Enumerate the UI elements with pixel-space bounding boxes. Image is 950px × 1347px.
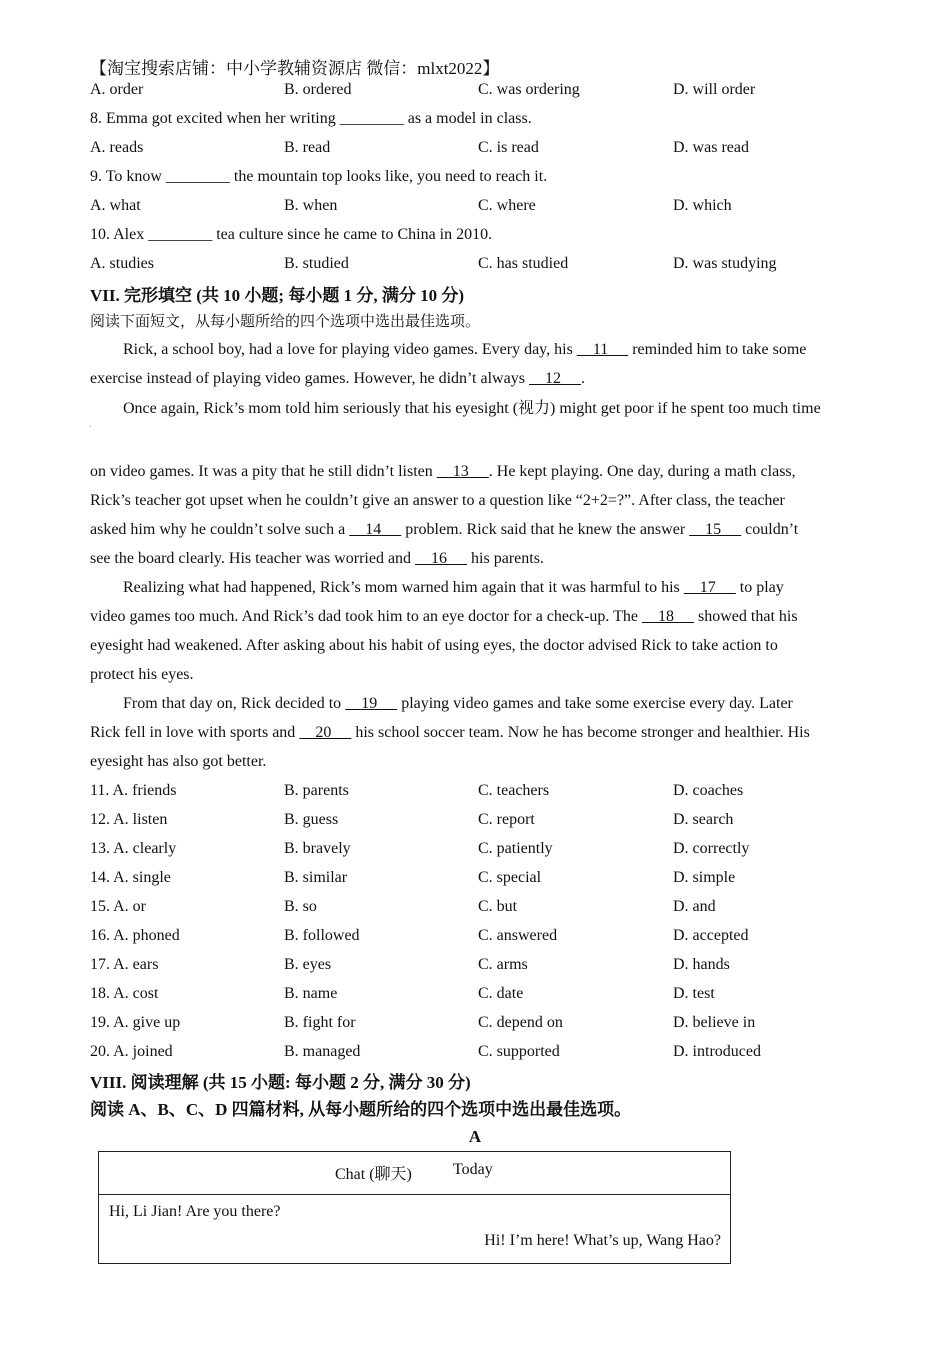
cloze-option: 18. A. cost xyxy=(90,985,159,1002)
q8-option-a: A. reads xyxy=(90,139,144,156)
passage-text: Once again, Rick’s mom told him seriously that his eyesight (视力) might get poor if he spent too much time xyxy=(123,400,821,417)
cloze-option: B. followed xyxy=(284,927,360,944)
q10-text-after: tea culture since he came to China in 2010. xyxy=(212,226,493,243)
passage-text: exercise instead of playing video games. However, he didn’t always xyxy=(90,370,529,387)
q8-option-b: B. read xyxy=(284,139,331,156)
chat-title: Chat (聊天) xyxy=(335,1166,412,1183)
passage-text: his school soccer team. Now he has become stronger and healthier. His xyxy=(351,724,810,741)
cloze-option: 16. A. phoned xyxy=(90,927,180,944)
passage-line xyxy=(90,607,798,627)
section-8-instruction: 阅读 A、B、C、D 四篇材料, 从每小题所给的四个选项中选出最佳选项。 xyxy=(90,1100,632,1119)
cloze-option: B. fight for xyxy=(284,1014,356,1031)
cloze-option: D. simple xyxy=(673,869,736,886)
blank-17: 17 xyxy=(683,579,736,596)
cloze-option: D. introduced xyxy=(673,1043,761,1060)
q9-option-d: D. which xyxy=(673,197,732,214)
passage-text: . He kept playing. One day, during a math class, xyxy=(488,463,796,480)
passage-line xyxy=(123,694,793,714)
passage-text: problem. Rick said that he knew the answer xyxy=(401,521,690,538)
blank-15: 15 xyxy=(689,521,742,538)
passage-line xyxy=(90,520,798,540)
chat-date: Today xyxy=(453,1161,493,1178)
passage-line xyxy=(90,462,796,482)
passage-text: see the board clearly. His teacher was worried and xyxy=(90,550,416,567)
passage-text: his parents. xyxy=(467,550,544,567)
cloze-option: 17. A. ears xyxy=(90,956,159,973)
q8-option-d: D. was read xyxy=(673,139,749,156)
passage-text: Rick, a school boy, had a love for playing video games. Every day, his xyxy=(123,341,577,358)
cloze-option: B. so xyxy=(284,898,317,915)
cloze-option: C. arms xyxy=(478,956,528,973)
chat-box xyxy=(98,1151,731,1264)
cloze-option: B. guess xyxy=(284,811,339,828)
cloze-option: 11. A. friends xyxy=(90,782,177,799)
passage-text: showed that his xyxy=(694,608,798,625)
passage-text: Rick fell in love with sports and xyxy=(90,724,300,741)
passage-text: Rick’s teacher got upset when he couldn’t give an answer to a question like “2+2=?”. After class, the teacher xyxy=(90,492,785,509)
q9-text-before: 9. To know xyxy=(90,168,166,185)
blank-11: 11 xyxy=(576,341,629,358)
passage-text: From that day on, Rick decided to xyxy=(123,695,346,712)
cloze-option: D. and xyxy=(673,898,716,915)
section-7-title: VII. 完形填空 (共 10 小题; 每小题 1 分, 满分 10 分) xyxy=(90,286,464,305)
blank-14: 14 xyxy=(349,521,402,538)
passage-line xyxy=(90,636,778,656)
chat-message-right: Hi! I’m here! What’s up, Wang Hao? xyxy=(484,1232,721,1249)
passage-text: asked him why he couldn’t solve such a xyxy=(90,521,350,538)
passage-line xyxy=(90,723,810,743)
passage-text: couldn’t xyxy=(741,521,799,538)
q8-option-c: C. is read xyxy=(478,139,539,156)
cloze-option: 14. A. single xyxy=(90,869,171,886)
q10-option-d: D. was studying xyxy=(673,255,777,272)
passage-text: . xyxy=(580,370,585,387)
passage-line xyxy=(90,491,785,511)
question-9 xyxy=(90,167,547,187)
cloze-option: 13. A. clearly xyxy=(90,840,177,857)
section-8-title: VIII. 阅读理解 (共 15 小题: 每小题 2 分, 满分 30 分) xyxy=(90,1073,471,1092)
passage-text: on video games. It was a pity that he still didn’t listen xyxy=(90,463,437,480)
blank-19: 19 xyxy=(345,695,398,712)
cloze-option: C. supported xyxy=(478,1043,560,1060)
cloze-option: B. managed xyxy=(284,1043,361,1060)
q10-option-b: B. studied xyxy=(284,255,349,272)
section-7-instruction: 阅读下面短文，从每小题所给的四个选项中选出最佳选项。 xyxy=(90,314,481,330)
question-8 xyxy=(90,109,532,129)
cloze-option: 20. A. joined xyxy=(90,1043,173,1060)
q7-option-b: B. ordered xyxy=(284,81,352,98)
q10-blank: ________ xyxy=(148,226,213,243)
q7-option-a: A. order xyxy=(90,81,144,98)
chat-message-left: Hi, Li Jian! Are you there? xyxy=(109,1203,281,1220)
cloze-option: C. but xyxy=(478,898,518,915)
passage-line xyxy=(123,578,784,598)
watermark-header: 【淘宝搜索店铺：中小学教辅资源店 微信：mlxt2022】 xyxy=(90,59,500,78)
q10-text-before: 10. Alex xyxy=(90,226,149,243)
cloze-option: C. report xyxy=(478,811,535,828)
cloze-option: D. coaches xyxy=(673,782,744,799)
passage-text: Realizing what had happened, Rick’s mom warned him again that it was harmful to his xyxy=(123,579,684,596)
q9-text-after: the mountain top looks like, you need to reach it. xyxy=(229,168,548,185)
blank-18: 18 xyxy=(642,608,695,625)
cloze-option: B. eyes xyxy=(284,956,332,973)
cloze-option: C. date xyxy=(478,985,524,1002)
passage-line xyxy=(90,665,194,685)
cloze-option: 19. A. give up xyxy=(90,1014,181,1031)
cloze-option: B. name xyxy=(284,985,338,1002)
cloze-option: C. special xyxy=(478,869,542,886)
passage-text: to play xyxy=(735,579,784,596)
q9-option-b: B. when xyxy=(284,197,338,214)
passage-line xyxy=(90,549,544,569)
passage-line xyxy=(123,399,821,419)
q10-option-a: A. studies xyxy=(90,255,154,272)
q10-option-c: C. has studied xyxy=(478,255,569,272)
question-10 xyxy=(90,225,492,245)
cloze-option: D. believe in xyxy=(673,1014,756,1031)
passage-line xyxy=(123,340,806,360)
passage-text: protect his eyes. xyxy=(90,666,194,683)
cloze-option: 12. A. listen xyxy=(90,811,168,828)
cloze-option: C. depend on xyxy=(478,1014,563,1031)
q9-blank: ________ xyxy=(165,168,230,185)
passage-line xyxy=(90,752,266,772)
part-a-label: A xyxy=(468,1127,482,1146)
q8-text-before: 8. Emma got excited when her writing xyxy=(90,110,340,127)
cloze-option: D. test xyxy=(673,985,715,1002)
cloze-option: C. patiently xyxy=(478,840,553,857)
stray-mark xyxy=(90,426,91,427)
cloze-option: B. bravely xyxy=(284,840,351,857)
cloze-option: C. teachers xyxy=(478,782,550,799)
blank-13: 13 xyxy=(436,463,489,480)
cloze-option: B. similar xyxy=(284,869,348,886)
q9-option-c: C. where xyxy=(478,197,536,214)
passage-text: playing video games and take some exercise every day. Later xyxy=(397,695,793,712)
cloze-option: D. hands xyxy=(673,956,730,973)
passage-text: eyesight had weakened. After asking about his habit of using eyes, the doctor advised Rick to take action to xyxy=(90,637,778,654)
q8-blank: ________ xyxy=(339,110,404,127)
passage-line xyxy=(90,369,585,389)
q7-option-d: D. will order xyxy=(673,81,756,98)
blank-12: 12 xyxy=(528,370,581,387)
passage-text: eyesight has also got better. xyxy=(90,753,267,770)
passage-text: reminded him to take some xyxy=(628,341,807,358)
blank-20: 20 xyxy=(299,724,352,741)
q7-option-c: C. was ordering xyxy=(478,81,580,98)
blank-16: 16 xyxy=(415,550,468,567)
cloze-option: D. search xyxy=(673,811,734,828)
cloze-option: C. answered xyxy=(478,927,558,944)
chat-header xyxy=(99,1152,730,1195)
q9-option-a: A. what xyxy=(90,197,141,214)
cloze-option: B. parents xyxy=(284,782,349,799)
cloze-option: D. correctly xyxy=(673,840,750,857)
cloze-option: D. accepted xyxy=(673,927,749,944)
q8-text-after: as a model in class. xyxy=(403,110,532,127)
passage-text: video games too much. And Rick’s dad took him to an eye doctor for a check-up. The xyxy=(90,608,643,625)
cloze-option: 15. A. or xyxy=(90,898,146,915)
